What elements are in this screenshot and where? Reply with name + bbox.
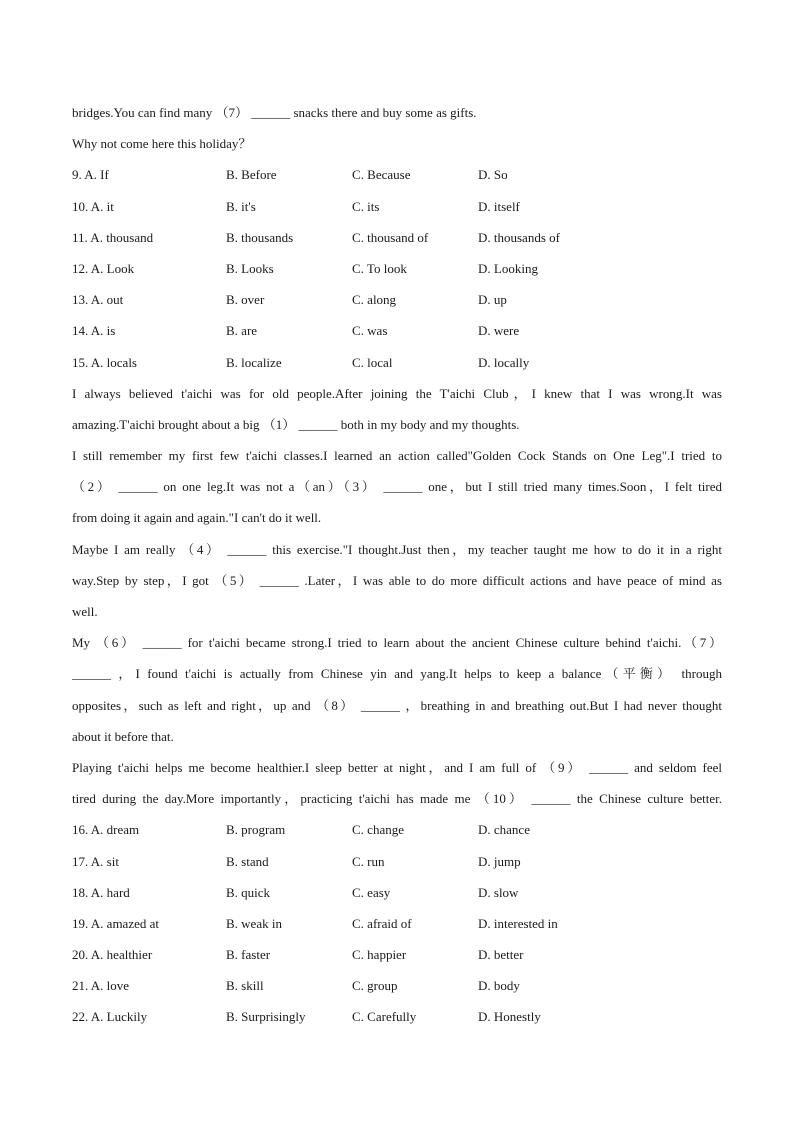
question-18-options (72, 877, 722, 908)
option-a: 15. A. locals (72, 354, 137, 370)
question-9-options (72, 159, 722, 190)
question-17-options (72, 846, 722, 877)
option-a: 11. A. thousand (72, 229, 154, 245)
question-16-options (72, 814, 722, 845)
option-a: 21. A. love (72, 978, 130, 994)
option-d: D. locally (478, 354, 530, 370)
option-a: 16. A. dream (72, 822, 140, 838)
option-c: C. was (352, 323, 388, 339)
passage2-line: tired during the day.More importantly，practicing t'aichi has made me （10） ______ the Chinese culture better. (72, 791, 722, 807)
passage1-line: Why not come here this holiday？ (72, 136, 252, 152)
option-a: 12. A. Look (72, 260, 135, 276)
option-c: C. group (352, 978, 398, 994)
option-c: C. along (352, 292, 397, 308)
option-d: D. So (478, 167, 508, 183)
passage2-line: well. (72, 604, 98, 619)
option-b: B. Before (226, 167, 277, 183)
option-d: D. jump (478, 853, 521, 869)
option-b: B. over (226, 292, 265, 308)
option-a: 13. A. out (72, 292, 124, 308)
option-a: 18. A. hard (72, 884, 130, 900)
question-21-options (72, 970, 722, 1001)
option-a: 14. A. is (72, 323, 116, 339)
passage2-line: from doing it again and again."I can't do it well. (72, 510, 322, 526)
option-d: D. body (478, 978, 520, 994)
option-d: D. up (478, 292, 507, 308)
passage2-line: Playing t'aichi helps me become healthier.I sleep better at night，and I am full of （9） ______ and seldom feel (72, 759, 722, 775)
option-b: B. skill (226, 978, 264, 994)
option-d: D. itself (478, 198, 520, 214)
option-c: C. its (352, 198, 380, 214)
option-c: C. happier (352, 947, 407, 963)
document-body (72, 97, 722, 1033)
option-b: B. thousands (226, 229, 294, 245)
option-d: D. chance (478, 822, 530, 838)
passage2-line: amazing.T'aichi brought about a big （1） ______ both in my body and my thoughts. (72, 416, 520, 432)
passage1-line: bridges.You can find many （7） ______ snacks there and buy some as gifts. (72, 105, 477, 120)
option-c: C. afraid of (352, 915, 412, 931)
option-d: D. slow (478, 884, 519, 900)
question-13-options (72, 284, 722, 315)
question-10-options (72, 191, 722, 222)
question-20-options (72, 939, 722, 970)
option-b: B. are (226, 323, 258, 339)
passage2-line: opposites，such as left and right，up and （8） ______ ，breathing in and breathing out.But I had never thought (72, 697, 722, 713)
option-b: B. Surprisingly (226, 1009, 306, 1025)
option-b: B. quick (226, 884, 271, 900)
passage2-line: about it before that. (72, 728, 174, 744)
option-b: B. Looks (226, 260, 274, 276)
passage2-line: way.Step by step，I got （5） ______ .Later，I was able to do more difficult actions and have peace of mind as (72, 572, 722, 588)
option-b: B. localize (226, 354, 282, 370)
option-c: C. run (352, 853, 385, 869)
question-19-options (72, 908, 722, 939)
option-b: B. weak in (226, 915, 282, 931)
question-12-options (72, 253, 722, 284)
option-c: C. Because (352, 167, 411, 183)
option-d: D. better (478, 947, 524, 963)
passage2-line: I always believed t'aichi was for old people.After joining the T'aichi Club，I knew that I was wrong.It was (72, 385, 722, 401)
passage2-line: （2） ______ on one leg.It was not a（an）（3） ______ one，but I still tried many times.Soon，I felt tired (72, 479, 722, 495)
question-15-options (72, 347, 722, 378)
question-11-options (72, 222, 722, 253)
option-c: C. change (352, 822, 404, 838)
passage2-line: I still remember my first few t'aichi classes.I learned an action called"Golden Cock Stands on One Leg".I tried to (72, 448, 722, 464)
question-14-options (72, 315, 722, 346)
option-d: D. Honestly (478, 1009, 541, 1025)
option-d: D. thousands of (478, 229, 560, 245)
option-a: 9. A. If (72, 167, 109, 183)
option-c: C. thousand of (352, 229, 429, 245)
option-a: 22. A. Luckily (72, 1009, 148, 1025)
option-b: B. faster (226, 947, 271, 963)
question-22-options (72, 1001, 722, 1032)
option-d: D. Looking (478, 260, 538, 276)
option-a: 17. A. sit (72, 853, 119, 869)
option-d: D. interested in (478, 915, 558, 931)
option-c: C. local (352, 354, 393, 370)
passage2-line: Maybe I am really （4） ______ this exercise."I thought.Just then，my teacher taught me how to do it in a right (72, 541, 722, 557)
option-b: B. it's (226, 198, 256, 214)
option-b: B. program (226, 822, 286, 838)
option-d: D. were (478, 323, 520, 339)
passage2-line: ______ ，I found t'aichi is actually from Chinese yin and yang.It helps to keep a balance（平衡） through (72, 666, 722, 682)
option-b: B. stand (226, 853, 269, 869)
option-a: 20. A. healthier (72, 947, 153, 963)
option-c: C. To look (352, 260, 407, 276)
option-c: C. easy (352, 884, 391, 900)
option-a: 19. A. amazed at (72, 915, 159, 931)
passage2-line: My （6） ______ for t'aichi became strong.I tried to learn about the ancient Chinese culture behind t'aichi.（7） (72, 635, 722, 651)
option-c: C. Carefully (352, 1009, 417, 1025)
option-a: 10. A. it (72, 198, 114, 214)
